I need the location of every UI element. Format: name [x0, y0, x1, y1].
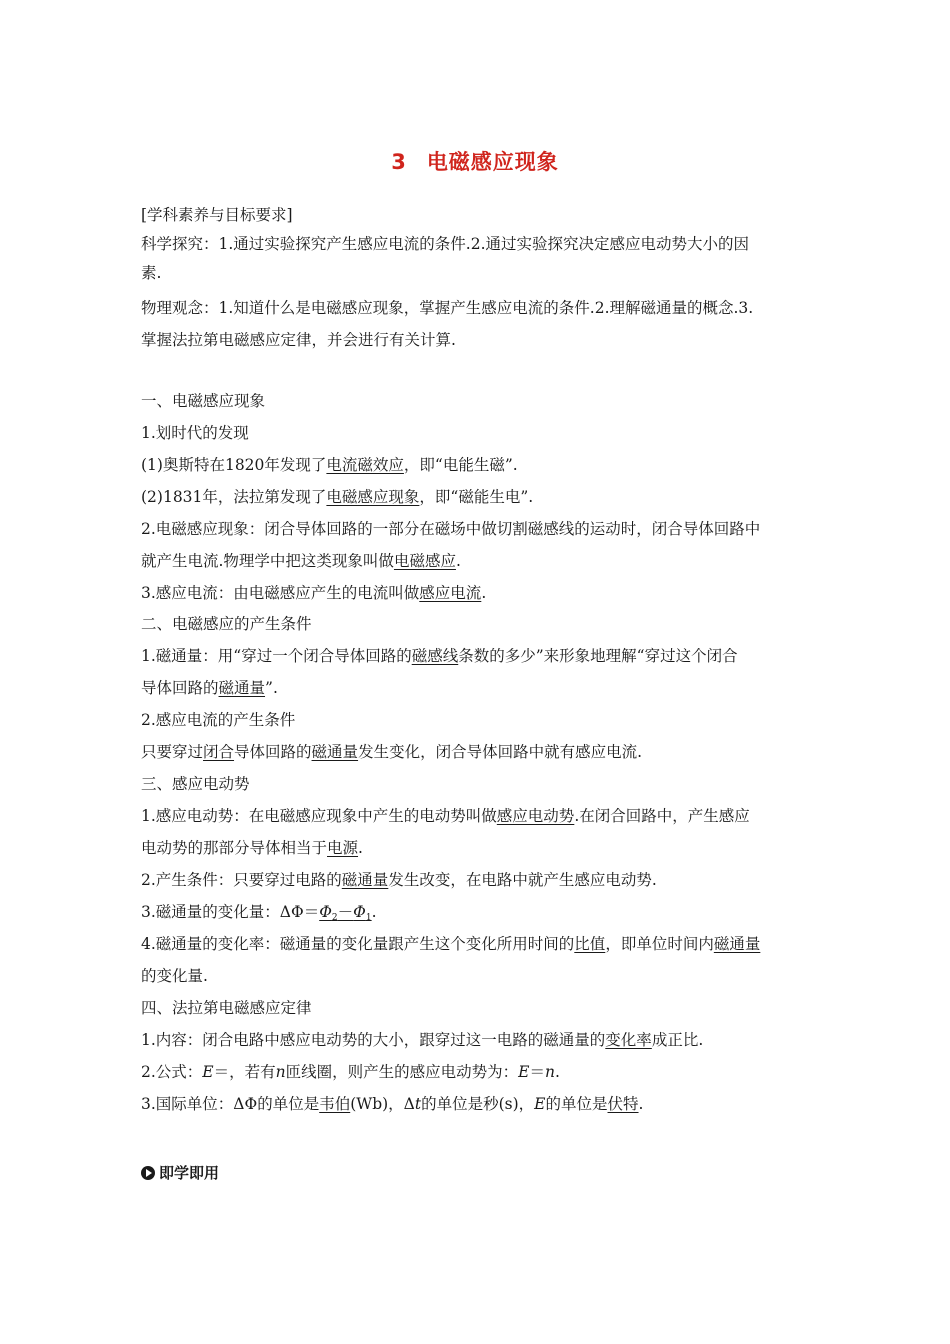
- section3-heading: 三、感应电动势: [141, 775, 250, 793]
- answer-blank: 伏特: [607, 1095, 639, 1113]
- page-title: [0, 146, 950, 176]
- s4-p2: 2.公式：E＝，若有n匝线圈，则产生的感应电动势为：E＝n.: [141, 1063, 560, 1081]
- practice-label-text: 即学即用: [159, 1164, 220, 1182]
- answer-blank: 感应电动势: [496, 807, 575, 825]
- s1-p1: 1.划时代的发现: [141, 424, 249, 442]
- answer-blank: 磁通量: [713, 935, 761, 953]
- answer-blank: 磁感线: [411, 647, 459, 665]
- s1-p5: 就产生电流.物理学中把这类现象叫做电磁感应.: [141, 552, 461, 570]
- goals-science-line2: 素.: [141, 264, 162, 282]
- section1-heading: 一、电磁感应现象: [141, 392, 266, 410]
- goals-science-line1: 科学探究：1.通过实验探究产生感应电流的条件.2.通过实验探究决定感应电动势大小的因: [141, 235, 750, 253]
- s3-p1: 1.感应电动势：在电磁感应现象中产生的电动势叫做感应电动势.在闭合回路中，产生感应: [141, 807, 750, 825]
- s4-p3: 3.国际单位：ΔΦ的单位是韦伯(Wb)，Δt的单位是秒(s)，E的单位是伏特.: [141, 1095, 644, 1113]
- goals-header: [学科素养与目标要求]: [141, 206, 293, 224]
- answer-blank: 变化率: [605, 1031, 652, 1049]
- s3-p4: 3.磁通量的变化量：$\Delta\Phi=\Phi_2-\Phi_1$.: [141, 903, 377, 923]
- answer-blank: 感应电流: [419, 584, 482, 602]
- s1-p4: 2.电磁感应现象：闭合导体回路的一部分在磁场中做切割磁感线的运动时，闭合导体回路中: [141, 520, 761, 538]
- answer-blank: 磁通量: [218, 679, 266, 697]
- s3-p3: 2.产生条件：只要穿过电路的磁通量发生改变，在电路中就产生感应电动势.: [141, 871, 657, 889]
- answer-blank: $\Phi_2-\Phi_1$: [319, 903, 372, 923]
- answer-blank: 电源: [327, 839, 359, 857]
- s1-p3: (2)1831年，法拉第发现了电磁感应现象，即“磁能生电”.: [141, 488, 534, 506]
- goals-physics-line1: 物理观念：1.知道什么是电磁感应现象，掌握产生感应电流的条件.2.理解磁通量的概念.3.: [141, 299, 754, 317]
- s2-p3: 2.感应电流的产生条件: [141, 711, 296, 729]
- answer-blank: 韦伯: [319, 1095, 351, 1113]
- practice-section-label: [141, 1162, 219, 1183]
- title-number: 3: [391, 150, 407, 174]
- section4-heading: 四、法拉第电磁感应定律: [141, 999, 312, 1017]
- title-text: 电磁感应现象: [426, 150, 559, 174]
- s2-p1: 1.磁通量：用“穿过一个闭合导体回路的磁感线条数的多少”来形象地理解“穿过这个闭合: [141, 647, 738, 665]
- s2-p4: 只要穿过闭合导体回路的磁通量发生变化，闭合导体回路中就有感应电流.: [141, 743, 642, 761]
- answer-blank: 磁通量: [311, 743, 359, 761]
- s4-p1: 1.内容：闭合电路中感应电动势的大小，跟穿过这一电路的磁通量的变化率成正比.: [141, 1031, 704, 1049]
- s3-p5: 4.磁通量的变化率：磁通量的变化量跟产生这个变化所用时间的比值，即单位时间内磁通量: [141, 935, 761, 953]
- s1-p2: (1)奥斯特在1820年发现了电流磁效应，即“电能生磁”.: [141, 456, 518, 474]
- s3-p6: 的变化量.: [141, 967, 208, 985]
- answer-blank: 电磁感应现象: [326, 488, 420, 506]
- play-circle-icon: [141, 1166, 155, 1180]
- answer-blank: 磁通量: [341, 871, 389, 889]
- s1-p6: 3.感应电流：由电磁感应产生的电流叫做感应电流.: [141, 584, 487, 602]
- answer-blank: 比值: [574, 935, 606, 953]
- answer-blank: 电流磁效应: [326, 456, 404, 474]
- answer-blank: 闭合: [203, 743, 235, 761]
- section2-heading: 二、电磁感应的产生条件: [141, 615, 312, 633]
- answer-blank: 电磁感应: [393, 552, 456, 570]
- s3-p2: 电动势的那部分导体相当于电源.: [141, 839, 363, 857]
- s2-p2: 导体回路的磁通量”.: [141, 679, 278, 697]
- goals-physics-line2: 掌握法拉第电磁感应定律，并会进行有关计算.: [141, 331, 456, 349]
